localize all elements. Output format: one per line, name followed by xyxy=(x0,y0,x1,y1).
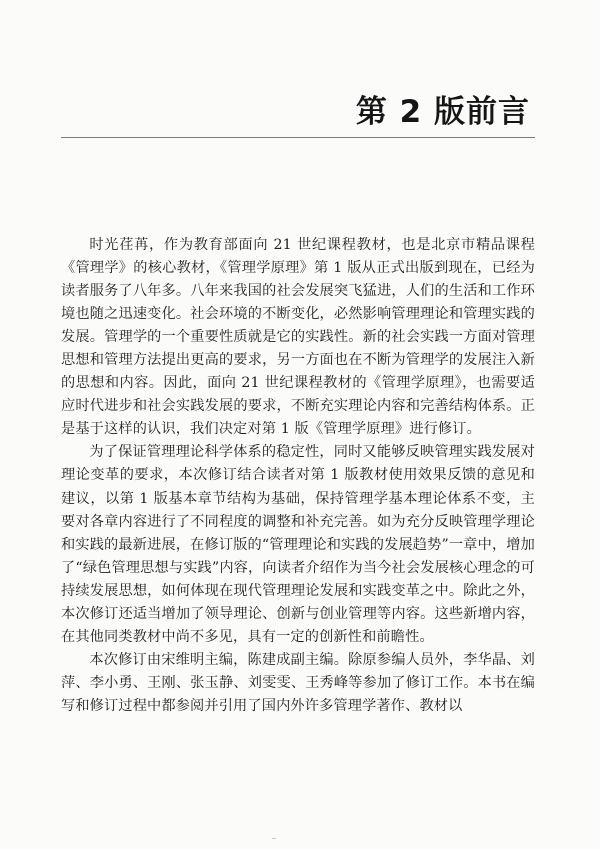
page-bottom-mark xyxy=(272,838,276,839)
preface-body xyxy=(61,234,535,718)
paragraph-3: 本次修订由宋维明主编，陈建成副主编。除原参编人员外，李华晶、刘萍、李小勇、王刚、张玉静、刘雯雯、王秀峰等参加了修订工作。本书在编写和修订过程中都参阅并引用了国内外许多管理学著作、教材以 xyxy=(61,651,535,714)
paragraph-2: 为了保证管理理论科学体系的稳定性，同时又能够反映管理实践发展对理论变革的要求，本次修订结合读者对第 1 版教材使用效果反馈的意见和建议，以第 1 版基本章节结构为基础，保持管理学基本理论体系不变，主要对各章内容进行了不同程度的调整和补充完善。如为充分反映管理学理论和实践的最新进展，在修订版的“管理理论和实践的发展趋势”一章中，增加了“绿色管理思想与实践”内容，向读者介绍作为当今社会发展核心理念的可持续发展思想，如何体现在现代管理理论发展和实践变革之中。除此之外，本次修订还适当增加了领导理论、创新与创业管理等内容。这些新增内容，在其他同类教材中尚不多见，具有一定的创新性和前瞻性。 xyxy=(61,444,535,645)
paragraph-1: 时光荏苒，作为教育部面向 21 世纪课程教材，也是北京市精品课程《管理学》的核心教材，《管理学原理》第 1 版从正式出版到现在，已经为读者服务了八年多。八年来我国的社会发展突飞猛进，人们的生活和工作环境也随之迅速变化。社会环境的不断变化，必然影响管理理论和管理实践的发展。管理学的一个重要性质就是它的实践性。新的社会实践一方面对管理思想和管理方法提出更高的要求，另一方面也在不断为管理学的发展注入新的思想和内容。因此，面向 21 世纪课程教材的《管理学原理》，也需要适应时代进步和社会实践发展的要求，不断充实理论内容和完善结构体系。正是基于这样的认识，我们决定对第 1 版《管理学原理》进行修订。 xyxy=(61,237,535,438)
chapter-title: 第 2 版前言 xyxy=(355,94,530,130)
title-divider xyxy=(61,137,535,138)
